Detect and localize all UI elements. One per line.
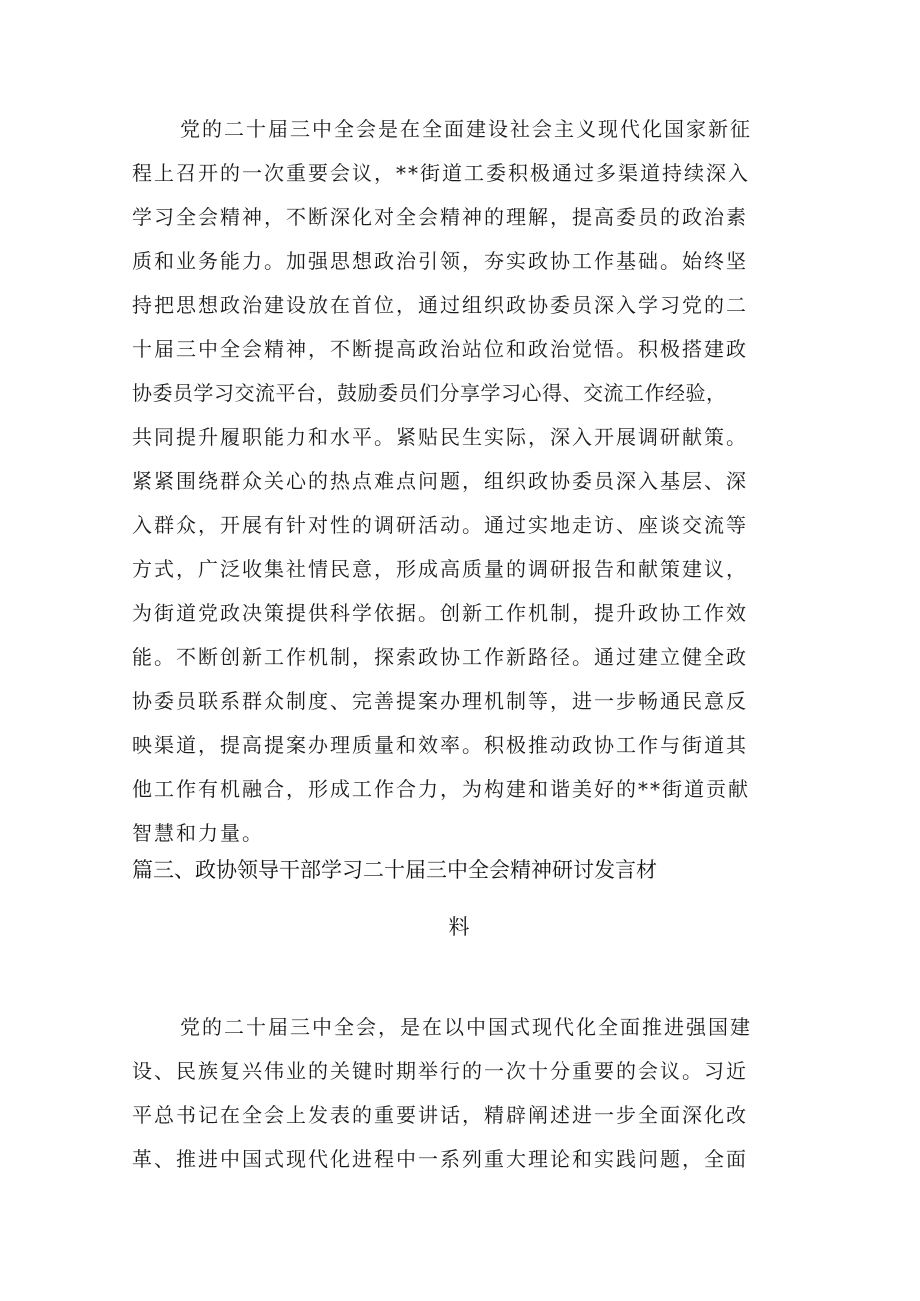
paragraph-line: 程上召开的一次重要会议，**街道工委积极通过多渠道持续深入 — [132, 161, 750, 185]
paragraph-line: 设、民族复兴伟业的关键时期举行的一次十分重要的会议。习近 — [132, 1059, 748, 1083]
paragraph-line: 持把思想政治建设放在首位，通过组织政协委员深入学习党的二 — [132, 293, 748, 317]
paragraph-line: 他工作有机融合，形成工作合力，为构建和谐美好的**街道贡献 — [132, 777, 750, 801]
paragraph-line: 十届三中全会精神，不断提高政治站位和政治觉悟。积极搭建政 — [132, 337, 748, 361]
heading-line-2: 料 — [448, 915, 470, 939]
paragraph-line: 智慧和力量。 — [132, 821, 264, 845]
paragraph-line: 共同提升履职能力和水平。紧贴民生实际，深入开展调研献策。 — [132, 425, 748, 449]
paragraph-line: 党的二十届三中全会，是在以中国式现代化全面推进强国建 — [180, 1015, 752, 1039]
paragraph-line: 学习全会精神，不断深化对全会精神的理解，提高委员的政治素 — [132, 205, 748, 229]
paragraph-line: 入群众，开展有针对性的调研活动。通过实地走访、座谈交流等 — [132, 513, 748, 537]
paragraph-line: 党的二十届三中全会是在全面建设社会主义现代化国家新征 — [180, 117, 752, 141]
paragraph-line: 映渠道，提高提案办理质量和效率。积极推动政协工作与街道其 — [132, 733, 748, 757]
paragraph-line: 紧紧围绕群众关心的热点难点问题，组织政协委员深入基层、深 — [132, 469, 748, 493]
paragraph-line: 为街道党政决策提供科学依据。创新工作机制，提升政协工作效 — [132, 601, 748, 625]
paragraph-line: 协委员学习交流平台，鼓励委员们分享学习心得、交流工作经验， — [132, 381, 727, 405]
paragraph-line: 质和业务能力。加强思想政治引领，夯实政协工作基础。始终坚 — [132, 249, 748, 273]
paragraph-line: 方式，广泛收集社情民意，形成高质量的调研报告和献策建议， — [132, 557, 748, 581]
heading-line-1: 篇三、政协领导干部学习二十届三中全会精神研讨发言材 — [132, 858, 657, 882]
paragraph-line: 协委员联系群众制度、完善提案办理机制等，进一步畅通民意反 — [132, 689, 748, 713]
paragraph-line: 平总书记在全会上发表的重要讲话，精辟阐述进一步全面深化改 — [132, 1103, 748, 1127]
paragraph-line: 革、推进中国式现代化进程中一系列重大理论和实践问题，全面 — [132, 1147, 748, 1171]
paragraph-line: 能。不断创新工作机制，探索政协工作新路径。通过建立健全政 — [132, 645, 748, 669]
